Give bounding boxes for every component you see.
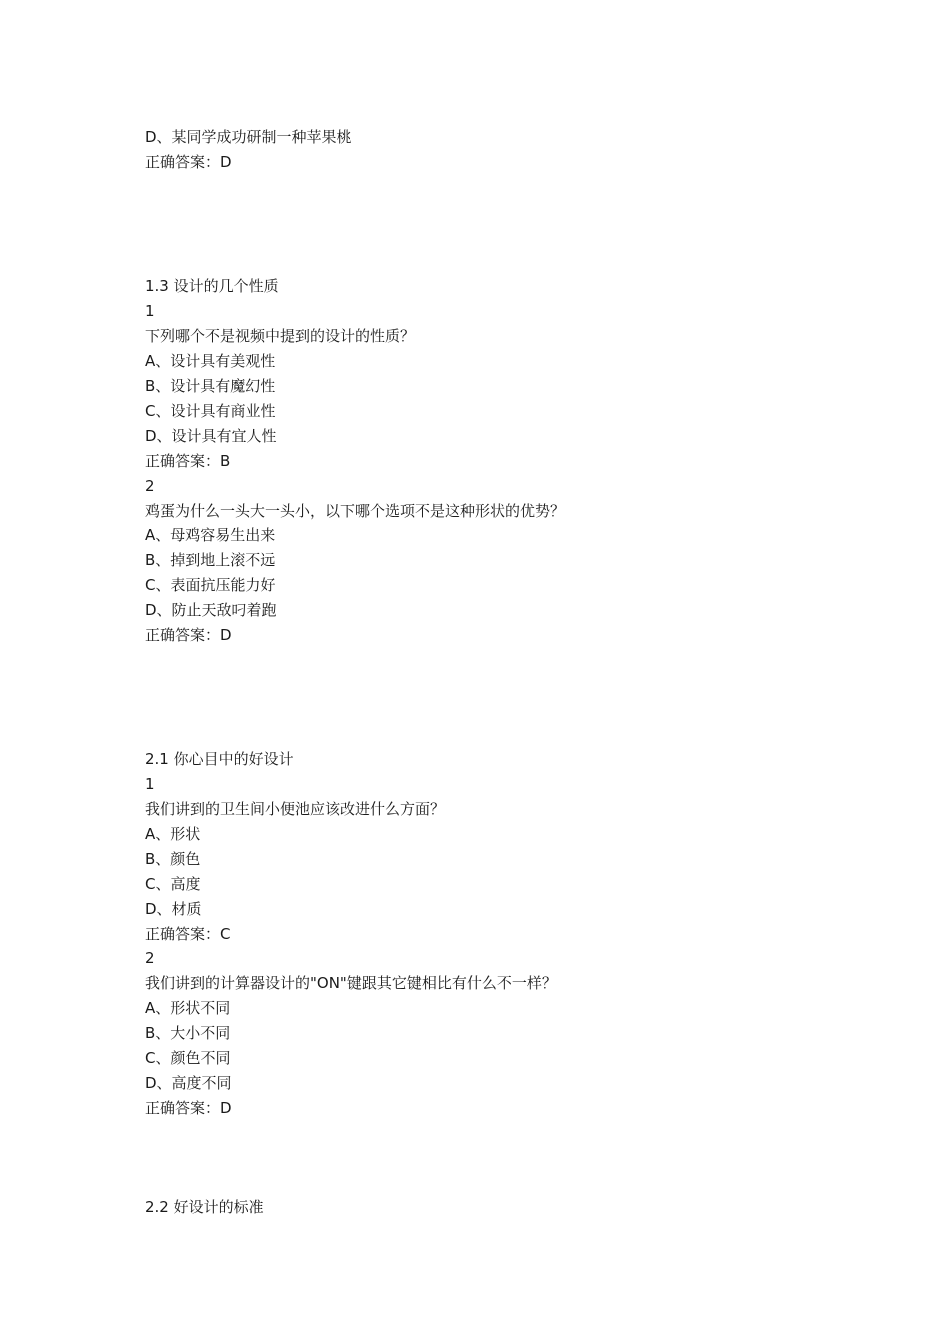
option-d: D、某同学成功研制一种苹果桃 [145, 128, 352, 146]
correct-answer: 正确答案：B [145, 452, 231, 470]
question-number: 1 [145, 775, 155, 793]
question-number: 2 [145, 477, 155, 495]
option-b: B、掉到地上滚不远 [145, 551, 276, 569]
question-text: 我们讲到的计算器设计的"ON"键跟其它键相比有什么不一样？ [145, 974, 557, 992]
option-d: D、设计具有宜人性 [145, 427, 277, 445]
option-d: D、材质 [145, 900, 202, 918]
option-a: A、形状不同 [145, 999, 231, 1017]
question-text: 下列哪个不是视频中提到的设计的性质？ [145, 327, 416, 345]
option-d: D、防止天敌叼着跑 [145, 601, 277, 619]
correct-answer: 正确答案：D [145, 626, 232, 644]
question-number: 1 [145, 302, 155, 320]
section-heading: 1.3 设计的几个性质 [145, 277, 279, 295]
option-a: A、设计具有美观性 [145, 352, 276, 370]
option-b: B、大小不同 [145, 1024, 231, 1042]
question-text: 我们讲到的卫生间小便池应该改进什么方面？ [145, 800, 446, 818]
option-a: A、母鸡容易生出来 [145, 526, 276, 544]
option-a: A、形状 [145, 825, 201, 843]
correct-answer: 正确答案：D [145, 153, 232, 171]
option-c: C、高度 [145, 875, 201, 893]
section-heading: 2.1 你心目中的好设计 [145, 750, 294, 768]
question-text: 鸡蛋为什么一头大一头小，以下哪个选项不是这种形状的优势？ [145, 502, 566, 520]
option-d: D、高度不同 [145, 1074, 232, 1092]
section-heading: 2.2 好设计的标准 [145, 1198, 264, 1216]
option-c: C、表面抗压能力好 [145, 576, 276, 594]
option-b: B、颜色 [145, 850, 201, 868]
correct-answer: 正确答案：C [145, 925, 231, 943]
question-number: 2 [145, 949, 155, 967]
option-b: B、设计具有魔幻性 [145, 377, 276, 395]
option-c: C、设计具有商业性 [145, 402, 276, 420]
option-c: C、颜色不同 [145, 1049, 231, 1067]
correct-answer: 正确答案：D [145, 1099, 232, 1117]
